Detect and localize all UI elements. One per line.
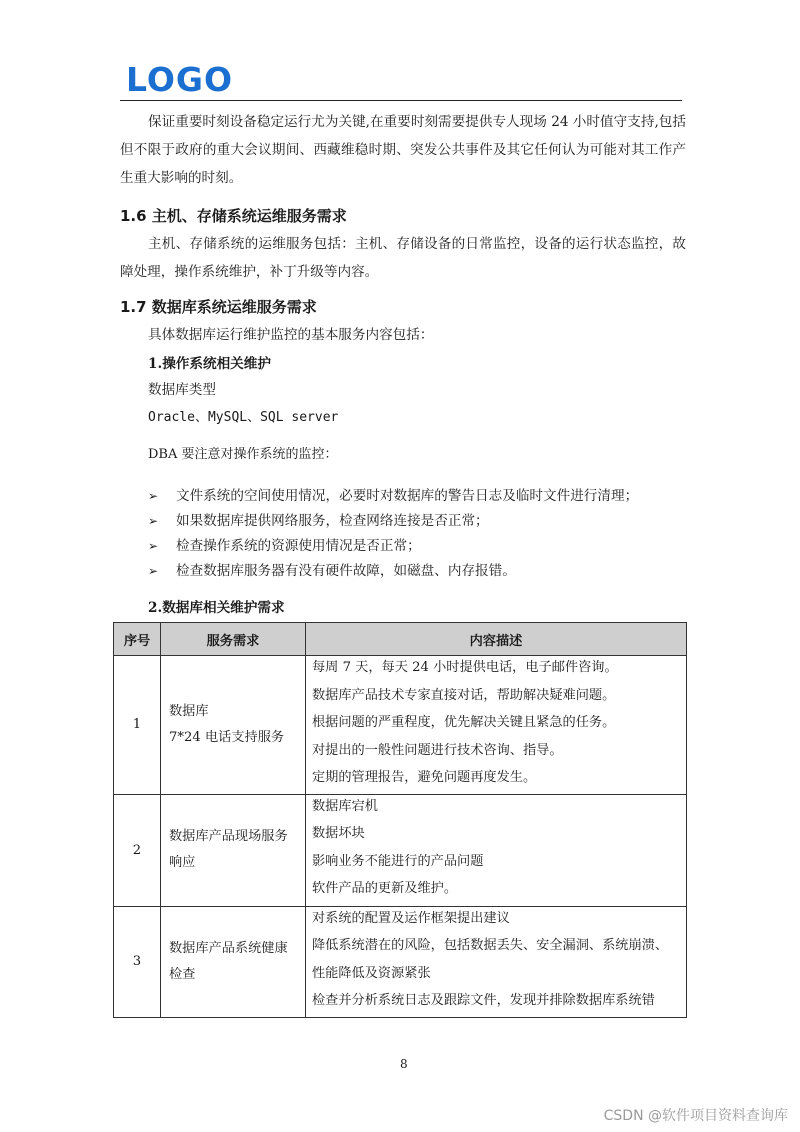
arrow-bullet-icon: ➢ bbox=[148, 539, 159, 553]
row-service: 数据库产品系统健康 检查 bbox=[161, 906, 306, 1017]
list-item: ➢ 文件系统的空间使用情况，必要时对数据库的警告日志及临时文件进行清理； bbox=[148, 484, 688, 509]
list-item: ➢ 检查数据库服务器有没有硬件故障，如磁盘、内存报错。 bbox=[148, 559, 688, 584]
section-1-6-paragraph: 主机、存储系统的运维服务包括：主机、存储设备的日常监控，设备的运行状态监控，故障处理，操作系统维护，补丁升级等内容。 bbox=[120, 236, 686, 280]
header-divider bbox=[120, 100, 682, 101]
row-description: 对系统的配置及运作框架提出建议 降低系统潜在的风险，包括数据丢失、安全漏洞、系统崩溃、 性能降低及资源紧张 检查并分析系统日志及跟踪文件，发现并排除数据库系统错 bbox=[306, 906, 687, 1017]
table-header-row bbox=[114, 623, 687, 656]
db-type-list: Oracle、MySQL、SQL server bbox=[148, 410, 339, 425]
page-number: 8 bbox=[400, 1057, 408, 1071]
dba-note: DBA 要注意对操作系统的监控： bbox=[148, 447, 338, 462]
logo: LOGO bbox=[126, 60, 234, 99]
os-monitoring-list bbox=[148, 484, 688, 584]
section-heading-1-7: 1.7 数据库系统运维服务需求 bbox=[120, 298, 317, 316]
list-item: ➢ 检查操作系统的资源使用情况是否正常； bbox=[148, 534, 688, 559]
row-service: 数据库产品现场服务 响应 bbox=[161, 794, 306, 906]
intro-paragraph: 保证重要时刻设备稳定运行尤为关键,在重要时刻需要提供专人现场 24 小时值守支持,包括但不限于政府的重大会议期间、西藏维稳时期、突发公共事件及其它任何认为可能对其工作产生重大影响的时刻。 bbox=[120, 114, 686, 186]
arrow-bullet-icon: ➢ bbox=[148, 564, 159, 578]
subheading-os-maintenance: 1.操作系统相关维护 bbox=[148, 356, 271, 372]
row-description: 数据库宕机 数据坏块 影响业务不能进行的产品问题 软件产品的更新及维护。 bbox=[306, 794, 687, 906]
section-heading-1-6: 1.6 主机、存储系统运维服务需求 bbox=[120, 207, 347, 225]
row-description: 每周 7 天，每天 24 小时提供电话，电子邮件咨询。 数据库产品技术专家直接对话，帮助解决疑难问题。 根据问题的严重程度，优先解决关键且紧急的任务。 对提出的一般性问题进行技术咨询、指导。 定期的管理报告，避免问题再度发生。 bbox=[306, 656, 687, 795]
table-row bbox=[114, 656, 687, 795]
subheading-db-maintenance: 2.数据库相关维护需求 bbox=[148, 600, 285, 616]
db-requirements-table bbox=[113, 622, 687, 1018]
row-index: 3 bbox=[114, 906, 161, 1017]
table-row bbox=[114, 794, 687, 906]
arrow-bullet-icon: ➢ bbox=[148, 489, 159, 503]
header-service: 服务需求 bbox=[161, 623, 306, 656]
row-index: 1 bbox=[114, 656, 161, 795]
table-row bbox=[114, 906, 687, 1017]
list-item: ➢ 如果数据库提供网络服务，检查网络连接是否正常； bbox=[148, 509, 688, 534]
db-type-label: 数据库类型 bbox=[148, 382, 216, 398]
header-description: 内容描述 bbox=[306, 623, 687, 656]
header-index: 序号 bbox=[114, 623, 161, 656]
arrow-bullet-icon: ➢ bbox=[148, 514, 159, 528]
section-1-7-intro: 具体数据库运行维护监控的基本服务内容包括： bbox=[148, 327, 434, 343]
row-index: 2 bbox=[114, 794, 161, 906]
watermark: CSDN @软件项目资料查询库 bbox=[603, 1108, 788, 1124]
row-service: 数据库 7*24 电话支持服务 bbox=[161, 656, 306, 795]
